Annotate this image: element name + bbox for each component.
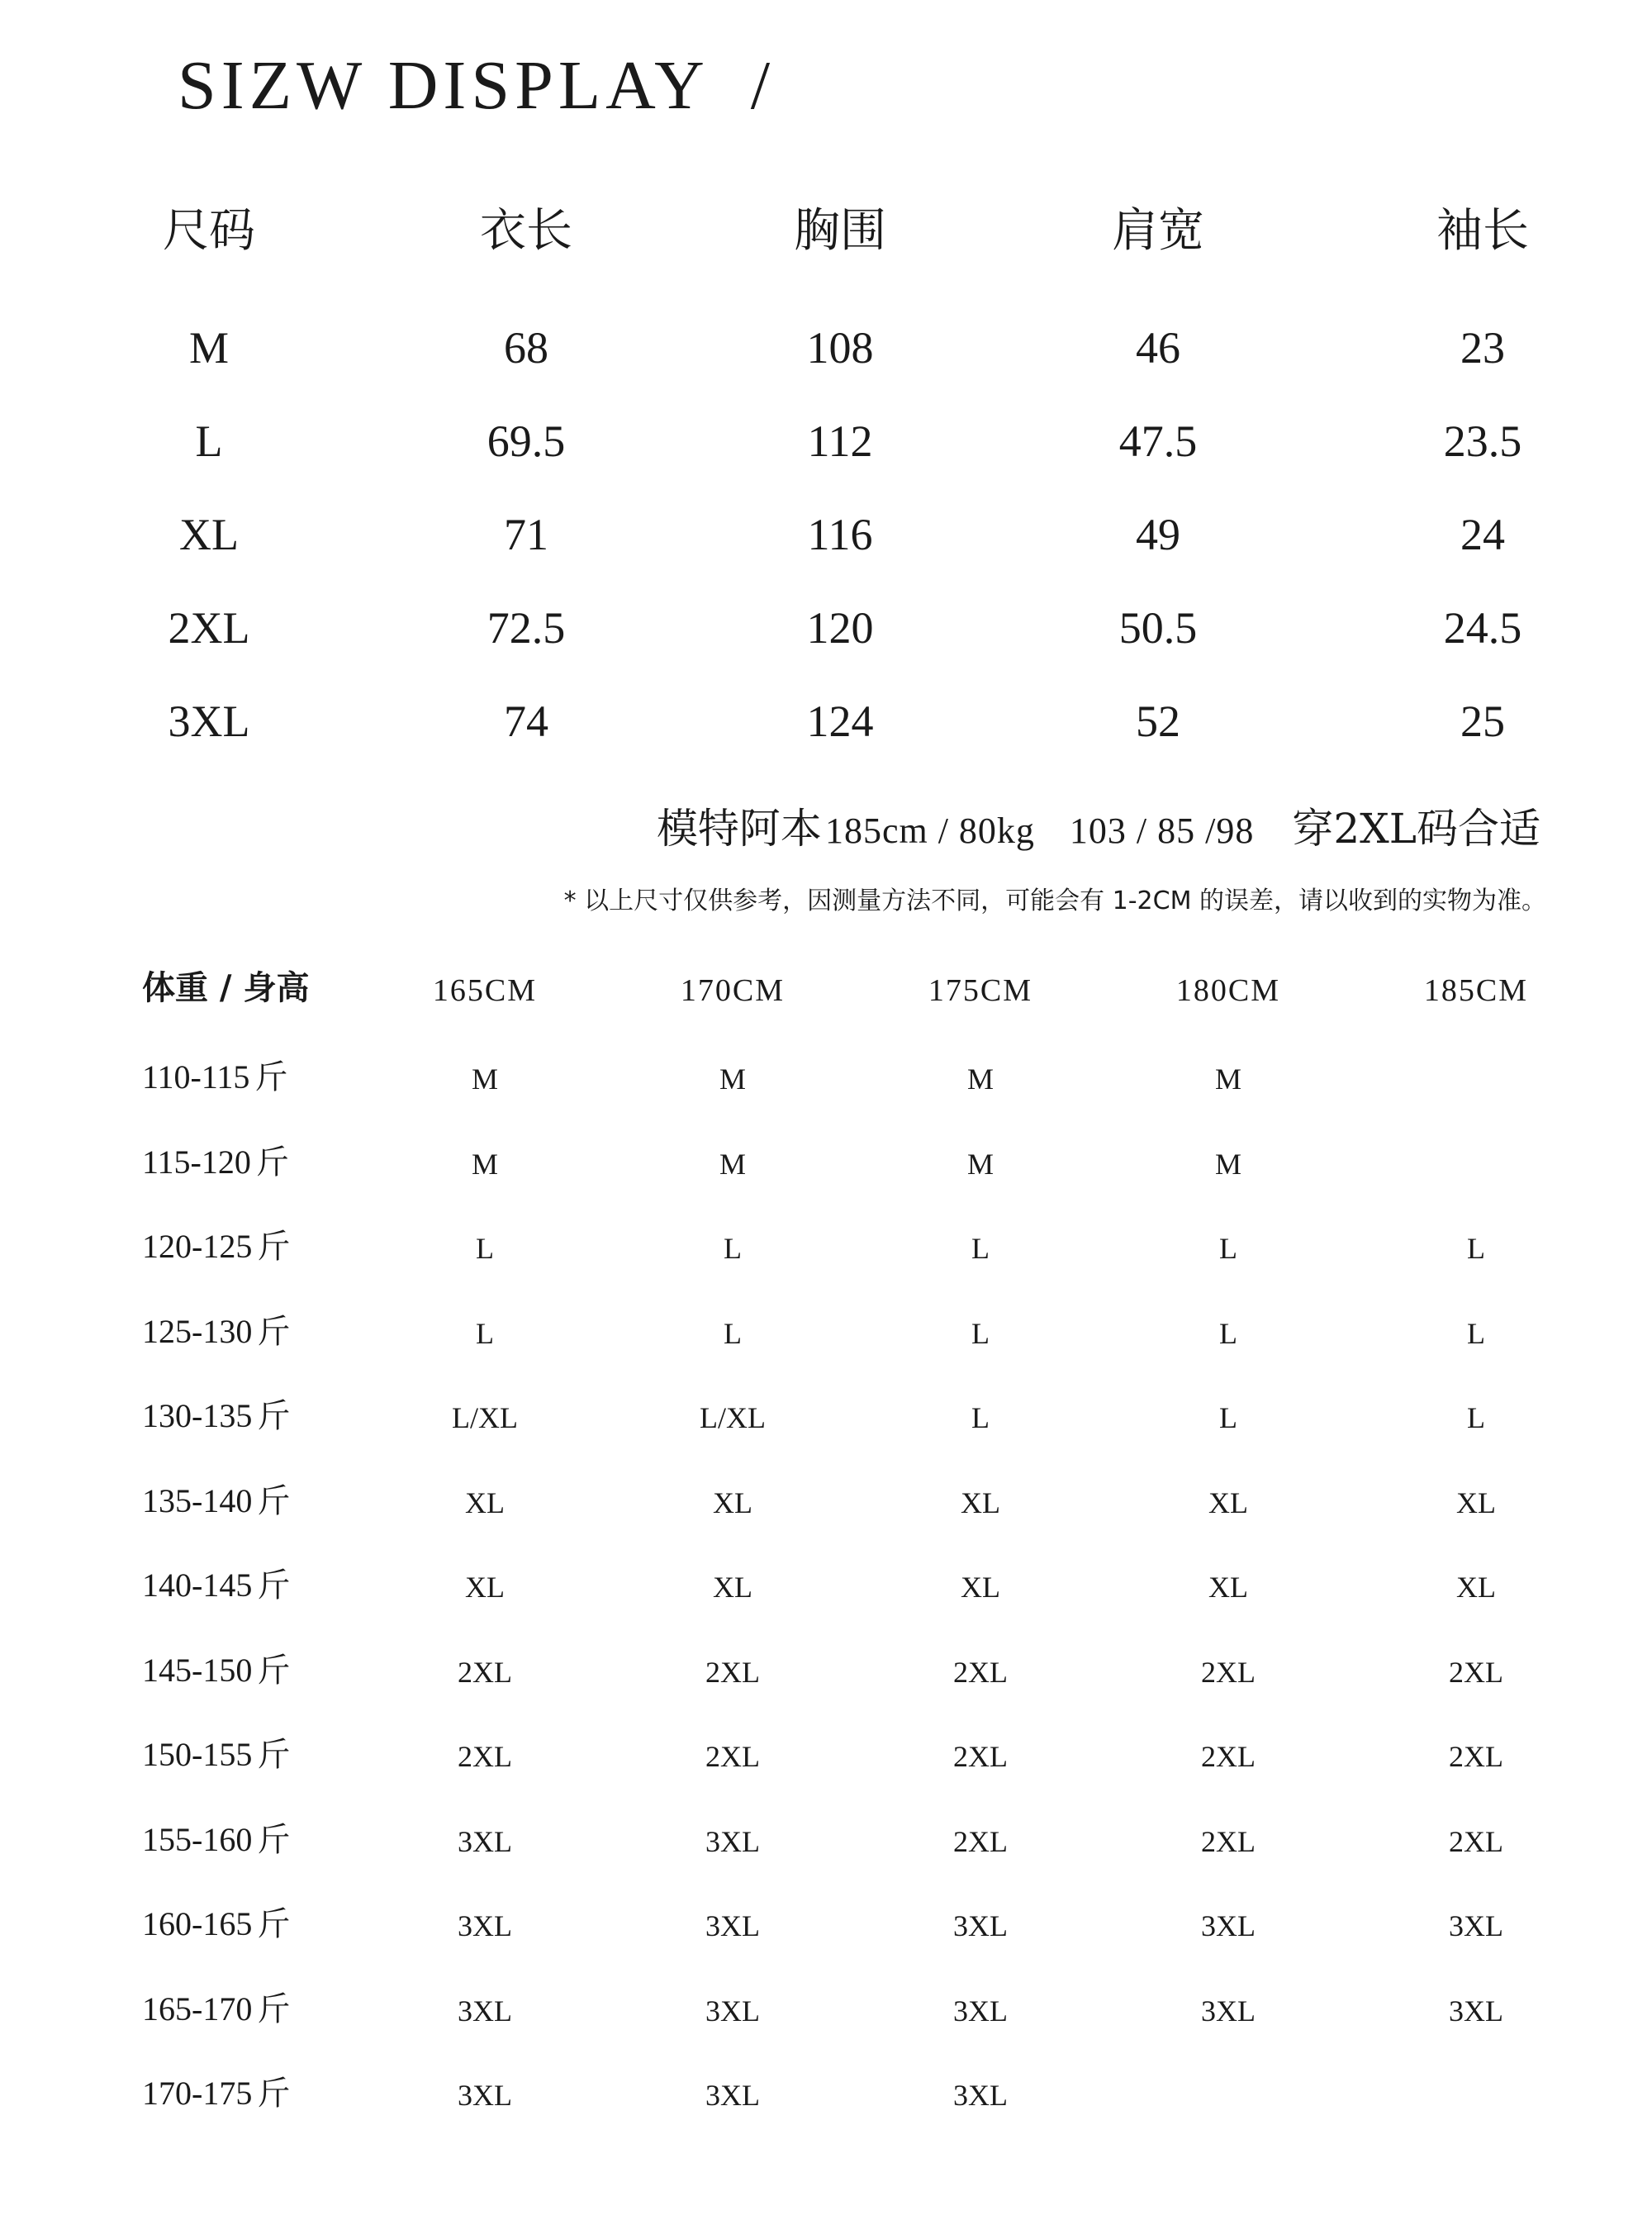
size-cell: 120	[806, 603, 874, 653]
recommended-size-cell: L/XL	[700, 1401, 766, 1434]
recommended-size-cell: 2XL	[953, 1740, 1008, 1773]
weight-range: 150-155	[142, 1736, 253, 1773]
recommended-size-cell: L	[971, 1232, 990, 1265]
recommended-size-cell: 2XL	[953, 1824, 1008, 1858]
size-row-label: L	[195, 416, 223, 466]
recommendation-corner-label: 体重 / 身高	[142, 968, 310, 1007]
recommended-size-cell: 3XL	[458, 1909, 512, 1942]
recommended-size-cell: XL	[1208, 1486, 1248, 1519]
height-header-4: 185CM	[1423, 973, 1529, 1008]
recommended-size-cell: M	[1214, 1062, 1242, 1096]
model-fit-suffix: 码合适	[1417, 805, 1540, 853]
weight-row-label	[142, 1228, 291, 1266]
recommended-size-cell: 2XL	[705, 1655, 760, 1689]
recommended-size-cell: XL	[1456, 1571, 1496, 1604]
weight-row-label	[142, 1736, 291, 1774]
recommended-size-cell: 3XL	[458, 1824, 512, 1858]
recommended-size-cell: 3XL	[458, 2079, 512, 2112]
recommended-size-cell: XL	[465, 1486, 505, 1519]
recommended-size-cell: 2XL	[1201, 1655, 1256, 1689]
weight-unit: 斤	[255, 1143, 289, 1181]
weight-unit: 斤	[257, 1905, 291, 1943]
recommended-size-cell: XL	[961, 1486, 1000, 1519]
recommended-size-cell: XL	[713, 1571, 752, 1604]
recommended-size-cell: 3XL	[705, 1824, 760, 1858]
recommended-size-cell: M	[471, 1147, 499, 1181]
recommended-size-cell: L	[1219, 1401, 1237, 1434]
weight-unit: 斤	[257, 1397, 291, 1435]
model-name: 模特阿本	[656, 805, 822, 853]
recommended-size-cell: L	[724, 1232, 742, 1265]
height-header-2: 175CM	[928, 973, 1033, 1008]
size-header-2: 胸围	[794, 204, 886, 258]
size-cell: 50.5	[1118, 603, 1198, 653]
recommended-size-cell: 2XL	[458, 1655, 512, 1689]
model-stats: 185cm / 80kg	[824, 811, 1035, 851]
size-header-3: 肩宽	[1112, 204, 1204, 258]
model-fit-prefix: 穿	[1292, 805, 1334, 853]
weight-range: 145-150	[142, 1651, 253, 1689]
weight-row-label	[142, 1058, 288, 1096]
weight-unit: 斤	[257, 1312, 291, 1351]
size-cell: 52	[1136, 696, 1180, 746]
recommended-size-cell: 2XL	[1201, 1740, 1256, 1773]
recommended-size-cell: 3XL	[458, 1994, 512, 2027]
recommended-size-cell: L	[1219, 1232, 1237, 1265]
weight-row-label	[142, 1397, 291, 1435]
weight-unit: 斤	[257, 1820, 291, 1859]
size-cell: 47.5	[1118, 416, 1198, 466]
recommended-size-cell: 2XL	[705, 1740, 760, 1773]
weight-row-label	[142, 1989, 291, 2028]
size-cell: 71	[504, 510, 548, 559]
height-header-3: 180CM	[1175, 973, 1281, 1008]
recommended-size-cell: XL	[713, 1486, 752, 1519]
size-cell: 72.5	[487, 603, 566, 653]
weight-range: 140-145	[142, 1566, 253, 1604]
recommended-size-cell: L	[1219, 1316, 1237, 1350]
weight-unit: 斤	[257, 1651, 291, 1690]
recommended-size-cell: L	[1467, 1316, 1485, 1350]
title-text: SIZW DISPLAY	[178, 47, 710, 124]
size-header-4: 袖长	[1436, 204, 1529, 258]
recommended-size-cell: 2XL	[1201, 1824, 1256, 1858]
weight-unit: 斤	[257, 1736, 291, 1774]
weight-range: 130-135	[142, 1397, 253, 1434]
model-measurements: 103 / 85 /98	[1069, 811, 1255, 851]
weight-range: 160-165	[142, 1905, 253, 1942]
measurement-note: * 以上尺寸仅供参考，因测量方法不同，可能会有 1-2CM 的误差，请以收到的实物为准。	[563, 887, 1546, 915]
weight-row-label	[142, 1312, 291, 1351]
weight-row-label	[142, 1651, 291, 1690]
recommended-size-cell: XL	[465, 1571, 505, 1604]
recommended-size-cell: 2XL	[1449, 1740, 1503, 1773]
recommended-size-cell: 2XL	[458, 1740, 512, 1773]
size-cell: 74	[504, 696, 548, 746]
recommended-size-cell: L	[476, 1316, 494, 1350]
size-header-0: 尺码	[163, 204, 255, 258]
size-cell: 23	[1460, 323, 1505, 373]
size-row-label: XL	[179, 510, 239, 559]
recommended-size-cell: XL	[1208, 1571, 1248, 1604]
size-cell: 24.5	[1443, 603, 1522, 653]
size-header-1: 衣长	[480, 204, 572, 258]
weight-range: 135-140	[142, 1481, 253, 1519]
weight-unit: 斤	[257, 2075, 291, 2113]
size-cell: 108	[806, 323, 874, 373]
weight-unit: 斤	[254, 1058, 288, 1096]
recommended-size-cell: M	[719, 1147, 747, 1181]
weight-range: 165-170	[142, 1989, 253, 2027]
size-cell: 23.5	[1443, 416, 1522, 466]
recommended-size-cell: 3XL	[1201, 1994, 1256, 2027]
size-cell: 112	[807, 416, 873, 466]
size-cell: 116	[807, 510, 873, 559]
size-cell: 124	[806, 696, 874, 746]
weight-row-label	[142, 1820, 291, 1859]
weight-unit: 斤	[257, 1566, 291, 1604]
recommended-size-cell: L	[724, 1316, 742, 1350]
height-header-1: 170CM	[680, 973, 786, 1008]
weight-range: 125-130	[142, 1312, 253, 1350]
size-cell: 25	[1460, 696, 1505, 746]
weight-row-label	[142, 1481, 291, 1520]
size-cell: 24	[1460, 510, 1505, 559]
recommended-size-cell: 3XL	[953, 1994, 1008, 2027]
recommended-size-cell: 2XL	[1449, 1655, 1503, 1689]
recommended-size-cell: 3XL	[705, 2079, 760, 2112]
weight-row-label	[142, 1143, 289, 1181]
model-info	[656, 805, 1540, 853]
recommended-size-cell: 2XL	[953, 1655, 1008, 1689]
recommended-size-cell: 3XL	[705, 1909, 760, 1942]
recommended-size-cell: XL	[1456, 1486, 1496, 1519]
model-fit-size: 2XL	[1333, 805, 1417, 853]
recommended-size-cell: L/XL	[452, 1401, 518, 1434]
recommended-size-cell: M	[966, 1147, 995, 1181]
size-cell: 46	[1136, 323, 1180, 373]
title-slash: /	[750, 47, 776, 124]
recommended-size-cell: 3XL	[705, 1994, 760, 2027]
weight-unit: 斤	[257, 1989, 291, 2028]
weight-range: 110-115	[142, 1058, 250, 1096]
weight-unit: 斤	[257, 1481, 291, 1520]
weight-row-label	[142, 1905, 291, 1943]
size-cell: 69.5	[487, 416, 566, 466]
recommended-size-cell: 3XL	[953, 1909, 1008, 1942]
page-title	[178, 47, 776, 124]
recommended-size-cell: 3XL	[1449, 1909, 1503, 1942]
size-cell: 68	[504, 323, 548, 373]
size-row-label: 3XL	[168, 696, 250, 746]
recommended-size-cell: 3XL	[1449, 1994, 1503, 2027]
weight-row-label	[142, 2075, 291, 2113]
recommended-size-cell: M	[719, 1062, 747, 1096]
recommended-size-cell: M	[471, 1062, 499, 1096]
recommended-size-cell: M	[1214, 1147, 1242, 1181]
size-row-label: 2XL	[168, 603, 250, 653]
recommended-size-cell: L	[971, 1401, 990, 1434]
recommended-size-cell: M	[966, 1062, 995, 1096]
recommended-size-cell: 2XL	[1449, 1824, 1503, 1858]
size-cell: 49	[1136, 510, 1180, 559]
weight-range: 155-160	[142, 1820, 253, 1858]
weight-row-label	[142, 1566, 291, 1604]
height-header-0: 165CM	[432, 973, 538, 1008]
recommended-size-cell: XL	[961, 1571, 1000, 1604]
size-row-label: M	[188, 323, 230, 373]
weight-range: 115-120	[142, 1143, 251, 1181]
recommended-size-cell: L	[476, 1232, 494, 1265]
recommended-size-cell: 3XL	[953, 2079, 1008, 2112]
recommended-size-cell: L	[971, 1316, 990, 1350]
recommended-size-cell: 3XL	[1201, 1909, 1256, 1942]
recommended-size-cell: L	[1467, 1401, 1485, 1434]
weight-range: 170-175	[142, 2075, 253, 2112]
recommended-size-cell: L	[1467, 1232, 1485, 1265]
weight-unit: 斤	[257, 1228, 291, 1266]
weight-range: 120-125	[142, 1228, 253, 1265]
